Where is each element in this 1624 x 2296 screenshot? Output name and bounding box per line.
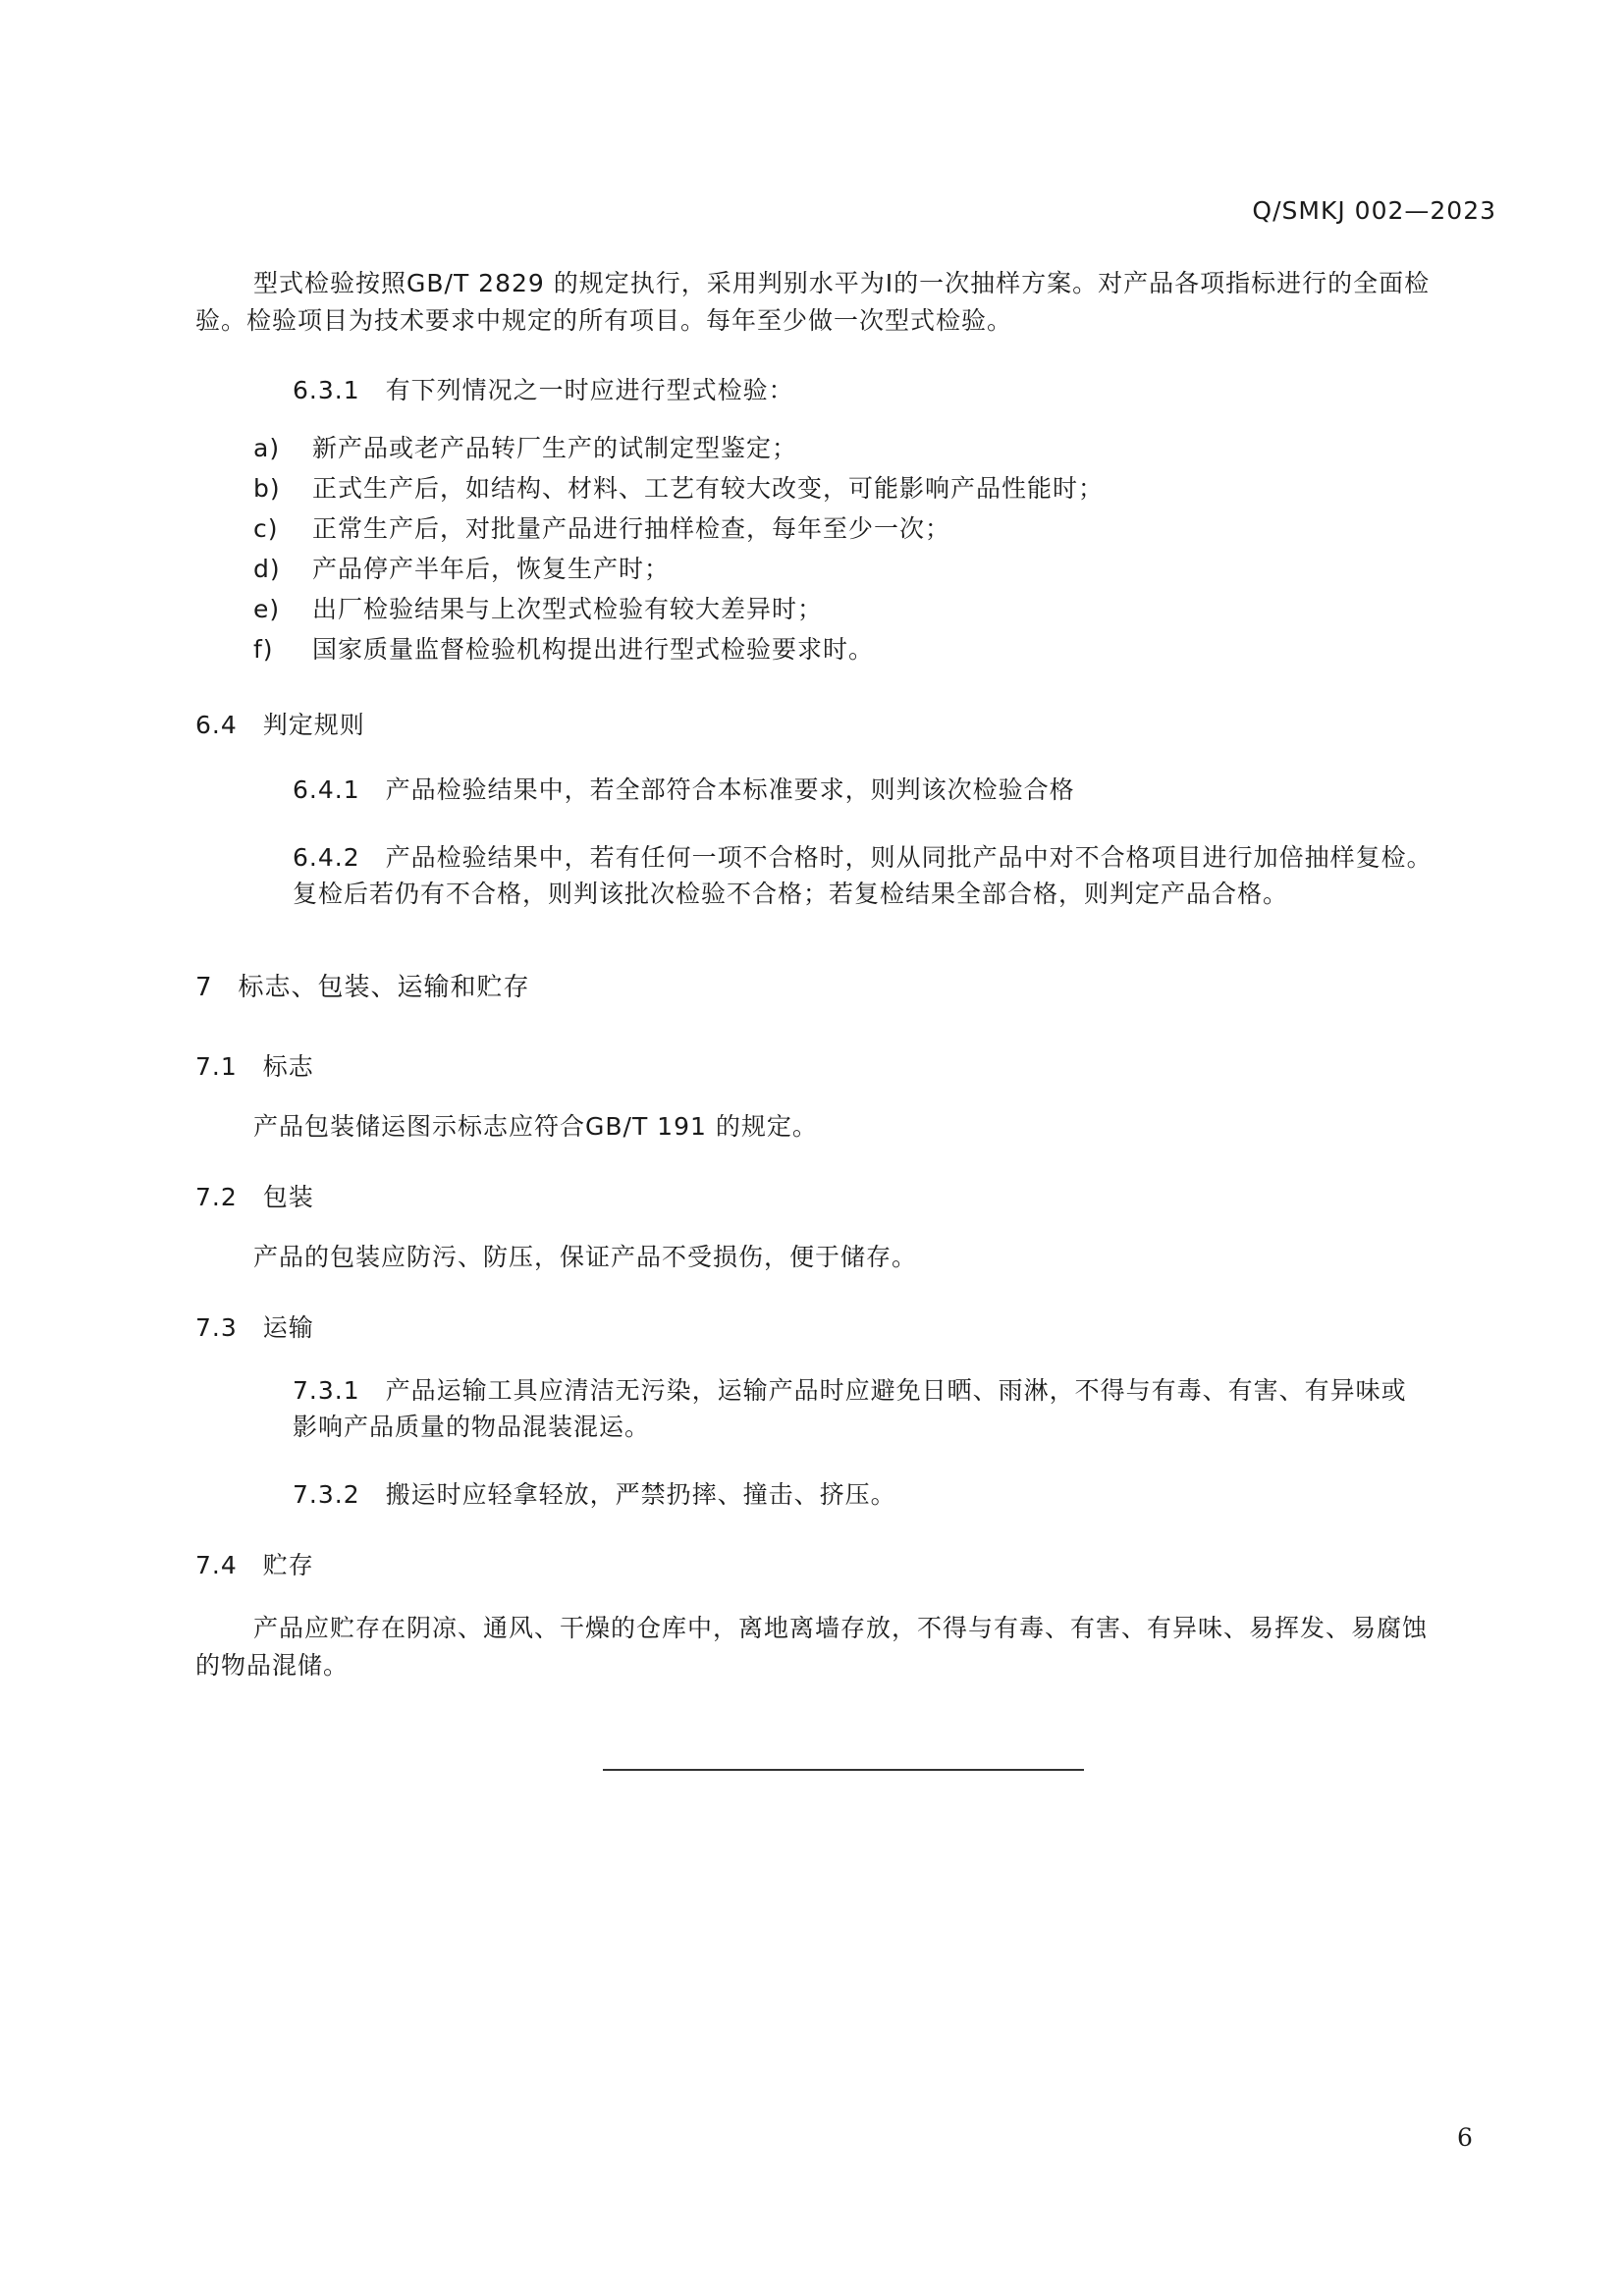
end-divider [603,1769,1084,1771]
list-item [253,633,874,667]
list-item [253,472,1104,506]
clause-6-4-1 [293,774,1075,807]
section-title: 贮存 [262,1551,314,1579]
list-item-text: 正式生产后，如结构、材料、工艺有较大改变，可能影响产品性能时； [312,474,1105,503]
list-item [253,593,823,626]
section-7-2-heading [195,1178,314,1213]
list-item-text: 正常生产后，对批量产品进行抽样检查，每年至少一次； [312,514,951,543]
section-title: 判定规则 [262,711,365,739]
clause-7-3-1-line-2: 影响产品质量的物品混装混运。 [293,1413,651,1441]
clause-text-line-1: 产品运输工具应清洁无污染，运输产品时应避免日晒、雨淋，不得与有毒、有害、有异味或 [385,1376,1407,1405]
page-number: 6 [1457,2123,1473,2152]
list-item-text: 国家质量监督检验机构提出进行型式检验要求时。 [312,635,875,664]
chapter-number: 7 [195,973,213,1002]
list-item-text: 产品停产半年后，恢复生产时； [312,555,671,583]
document-code: Q/SMKJ 002—2023 [1252,196,1496,225]
clause-text: 产品检验结果中，若全部符合本标准要求，则判该次检验合格 [385,775,1075,804]
section-7-1-heading [195,1047,314,1083]
section-number: 7.2 [195,1183,238,1211]
list-item [253,512,950,546]
chapter-7-heading [195,967,530,1003]
clause-number: 6.4.1 [293,775,360,804]
chapter-title: 标志、包装、运输和贮存 [238,973,530,1002]
section-title: 包装 [262,1183,314,1211]
section-7-3-heading [195,1308,314,1344]
clause-text: 有下列情况之一时应进行型式检验： [385,376,794,404]
section-number: 6.4 [195,711,238,739]
clause-7-3-1 [293,1374,1407,1408]
section-7-4-line-1: 产品应贮存在阴凉、通风、干燥的仓库中，离地离墙存放，不得与有毒、有害、有异味、易挥发、易腐蚀 [253,1614,1429,1642]
section-7-4-heading [195,1546,314,1581]
intro-line-1: 型式检验按照GB/T 2829 的规定执行，采用判别水平为I的一次抽样方案。对产品各项指标进行的全面检 [253,269,1431,297]
clause-number: 6.4.2 [293,843,360,872]
section-7-4-line-2: 的物品混储。 [195,1651,350,1680]
section-7-1-text: 产品包装储运图示标志应符合GB/T 191 的规定。 [253,1112,818,1141]
clause-7-3-2 [293,1478,896,1512]
clause-number: 6.3.1 [293,376,360,404]
list-item [253,553,670,586]
clause-6-4-2 [293,841,1433,875]
clause-6-3-1 [293,374,794,407]
list-marker: e) [253,595,281,623]
intro-line-2: 验。检验项目为技术要求中规定的所有项目。每年至少做一次型式检验。 [195,306,1013,335]
section-title: 运输 [262,1313,314,1342]
list-marker: f) [253,635,274,664]
list-marker: c) [253,514,279,543]
section-7-2-text: 产品的包装应防污、防压，保证产品不受损伤，便于储存。 [253,1243,918,1271]
list-marker: d) [253,555,281,583]
list-marker: a) [253,434,281,462]
list-item-text: 新产品或老产品转厂生产的试制定型鉴定； [312,434,798,462]
section-title: 标志 [262,1052,314,1081]
list-marker: b) [253,474,281,503]
clause-6-4-2-line-2: 复检后若仍有不合格，则判该批次检验不合格；若复检结果全部合格，则判定产品合格。 [293,880,1289,908]
section-number: 7.3 [195,1313,238,1342]
list-item-text: 出厂检验结果与上次型式检验有较大差异时； [312,595,824,623]
section-number: 7.1 [195,1052,238,1081]
clause-number: 7.3.1 [293,1376,360,1405]
clause-number: 7.3.2 [293,1480,360,1509]
section-6-4-heading [195,706,365,741]
section-number: 7.4 [195,1551,238,1579]
list-item [253,432,797,465]
clause-text-line-1: 产品检验结果中，若有任何一项不合格时，则从同批产品中对不合格项目进行加倍抽样复检。 [385,843,1433,872]
clause-text: 搬运时应轻拿轻放，严禁扔摔、撞击、挤压。 [385,1480,896,1509]
